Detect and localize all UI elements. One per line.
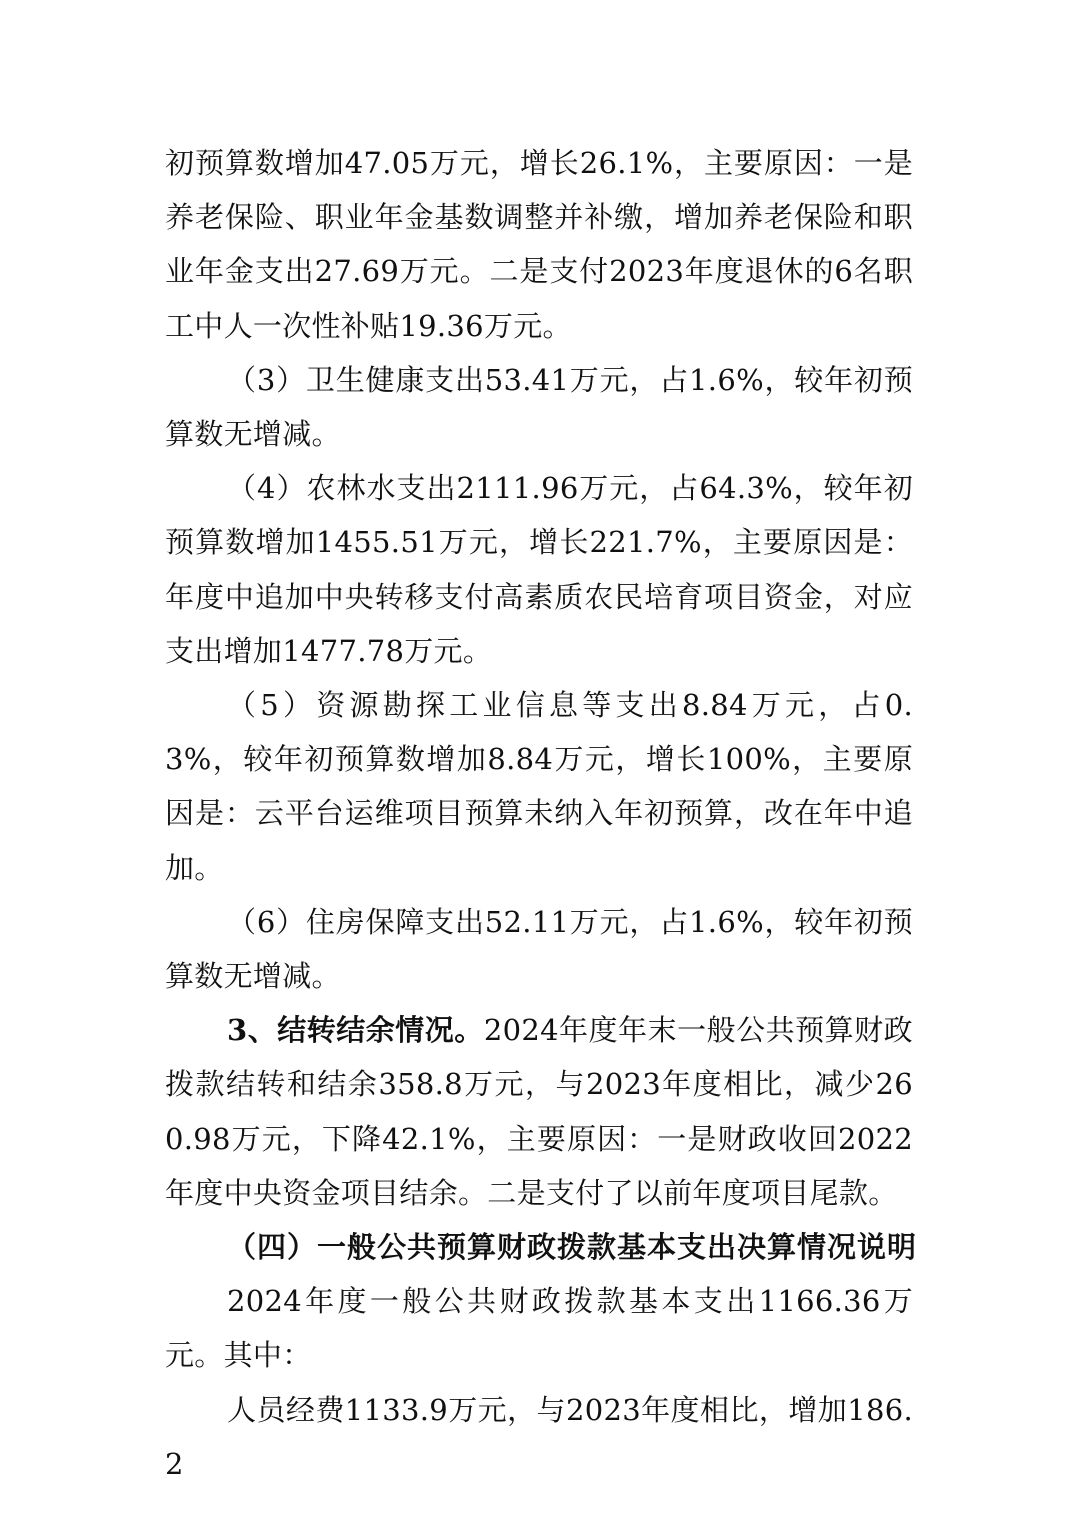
carryover-balance-text: 2024年度年末一般公共预算财政拨款结转和结余358.8万元，与2023年度相比，减少260.98万元，下降42.1%，主要原因：一是财政收回2022年度中央资金项目结余。二是支付了以前年度项目尾款。 xyxy=(165,1013,913,1210)
paragraph-health-expenditure: （3）卫生健康支出53.41万元，占1.6%，较年初预算数无增减。 xyxy=(165,362,913,452)
document-body xyxy=(165,136,918,1491)
paragraph-housing-expenditure: （6）住房保障支出52.11万元，占1.6%，较年初预算数无增减。 xyxy=(165,904,913,994)
paragraph-agriculture-expenditure: （4）农林水支出2111.96万元，占64.3%，较年初预算数增加1455.51万元，增长221.7%，主要原因是：年度中追加中央转移支付高素质农民培育项目资金，对应支出增加1477.78万元。 xyxy=(165,471,913,668)
paragraph-basic-expenditure-total: 2024年度一般公共财政拨款基本支出1166.36万元。其中： xyxy=(165,1284,913,1373)
paragraph-carryover-balance xyxy=(165,1003,913,1220)
paragraph-personnel-expenses: 人员经费1133.9万元，与2023年度相比，增加186.2 xyxy=(165,1392,913,1481)
carryover-balance-heading: 3、结转结余情况。 xyxy=(227,1013,484,1048)
paragraph-resource-exploration-expenditure: （5）资源勘探工业信息等支出8.84万元，占0.3%，较年初预算数增加8.84万元，增长100%，主要原因是：云平台运维项目预算未纳入年初预算，改在年中追加。 xyxy=(165,688,913,885)
paragraph-pension-increase: 初预算数增加47.05万元，增长26.1%，主要原因：一是养老保险、职业年金基数调整并补缴，增加养老保险和职业年金支出27.69万元。二是支付2023年度退休的6名职工中人一次性补贴19.36万元。 xyxy=(165,146,913,343)
section-heading-basic-expenditure: （四）一般公共预算财政拨款基本支出决算情况说明 xyxy=(227,1230,918,1265)
